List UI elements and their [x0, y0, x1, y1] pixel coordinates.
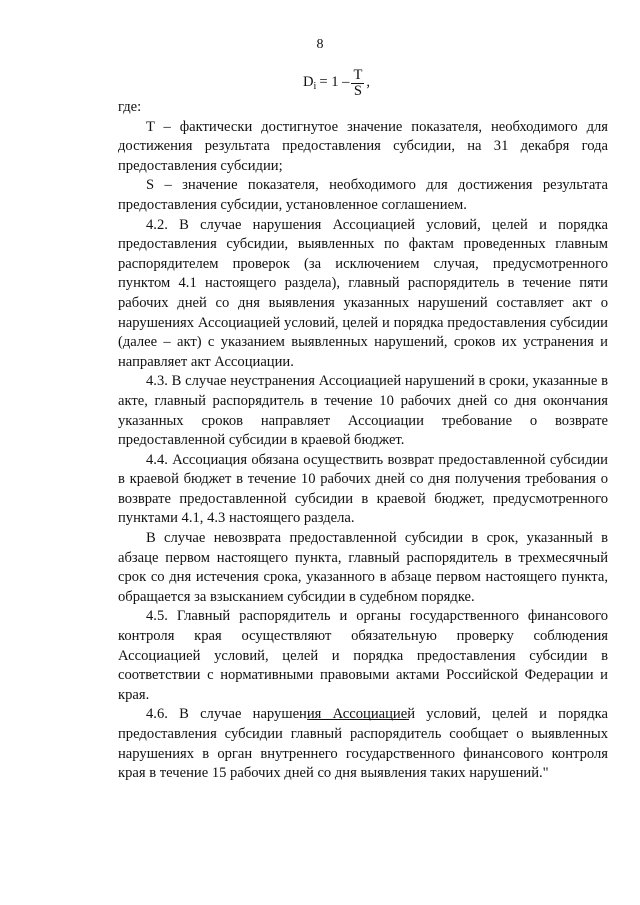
formula-subscript: i [313, 81, 317, 93]
formula-fraction [351, 68, 364, 99]
formula-denominator: S [353, 82, 362, 99]
formula-operator: = 1 – [319, 74, 350, 91]
paragraph-4-5: 4.5. Главный распорядитель и органы государственного финансового контроля края осуществляют обязательную проверку соблюдения Ассоциацией условий, целей и порядка предоставления субсидии в соответствии с нормативными правовыми актами Российской Федерации и края. [118, 608, 608, 703]
paragraph-s-definition: S – значение показателя, необходимого для достижения результата предоставления субсидии, установленное соглашением. [118, 177, 608, 213]
paragraph-where: где: [118, 99, 142, 115]
paragraph-4-4: 4.4. Ассоциация обязана осуществить возврат предоставленной субсидии в краевой бюджет в течение 10 рабочих дней со дня получения требования о возврате предоставленной субсидии в краевой бюджет, предусмотренного пунктами 4.1, 4.3 настоящего раздела. [118, 451, 608, 527]
paragraph-4-3: 4.3. В случае неустранения Ассоциацией нарушений в сроки, указанные в акте, главный распорядитель в течение 10 рабочих дней со дня окончания указанных сроков направляет Ассоциации требование о возврате предоставленной субсидии в краевой бюджет. [118, 373, 608, 449]
page-number: 8 [316, 37, 324, 52]
closing-divider [307, 719, 409, 720]
paragraph-4-4-continued: В случае невозврата предоставленной субсидии в срок, указанный в абзаце первом настоящего пункта, главный распорядитель в трехмесячный срок со дня истечения срока, указанного в абзаце первом настоящего пункта, обращается за взысканием субсидии в судебном порядке. [118, 530, 608, 605]
formula [303, 66, 370, 100]
paragraph-t-definition: T – фактически достигнутое значение показателя, необходимого для достижения результата предоставления субсидии, на 31 декабря года предоставления субсидии; [118, 118, 608, 174]
formula-lhs: D [303, 74, 314, 91]
paragraph-4-2: 4.2. В случае нарушения Ассоциацией условий, целей и порядка предоставления субсидии, выявленных по фактам проведенных главным распорядителем проверок (за исключением случая, предусмотренного пунктом 4.1 настоящего раздела), главный распорядитель в течение пяти рабочих дней со дня выявления указанных нарушений составляет акт о нарушениях Ассоциацией условий, целей и порядка предоставления субсидии (далее – акт) с указанием выявленных нарушений, сроков их устранения и направляет акт Ассоциации. [118, 216, 608, 370]
formula-trail: , [366, 74, 371, 91]
formula-numerator: T [353, 66, 363, 83]
paragraph-4-6: 4.6. В случае нарушения Ассоциацией условий, целей и порядка предоставления субсидии главный распорядитель сообщает о выявленных нарушениях в орган внутреннего государственного финансового контроля края в течение 15 рабочих дней со дня выявления таких нарушений." [118, 706, 608, 782]
body-text [118, 98, 608, 784]
